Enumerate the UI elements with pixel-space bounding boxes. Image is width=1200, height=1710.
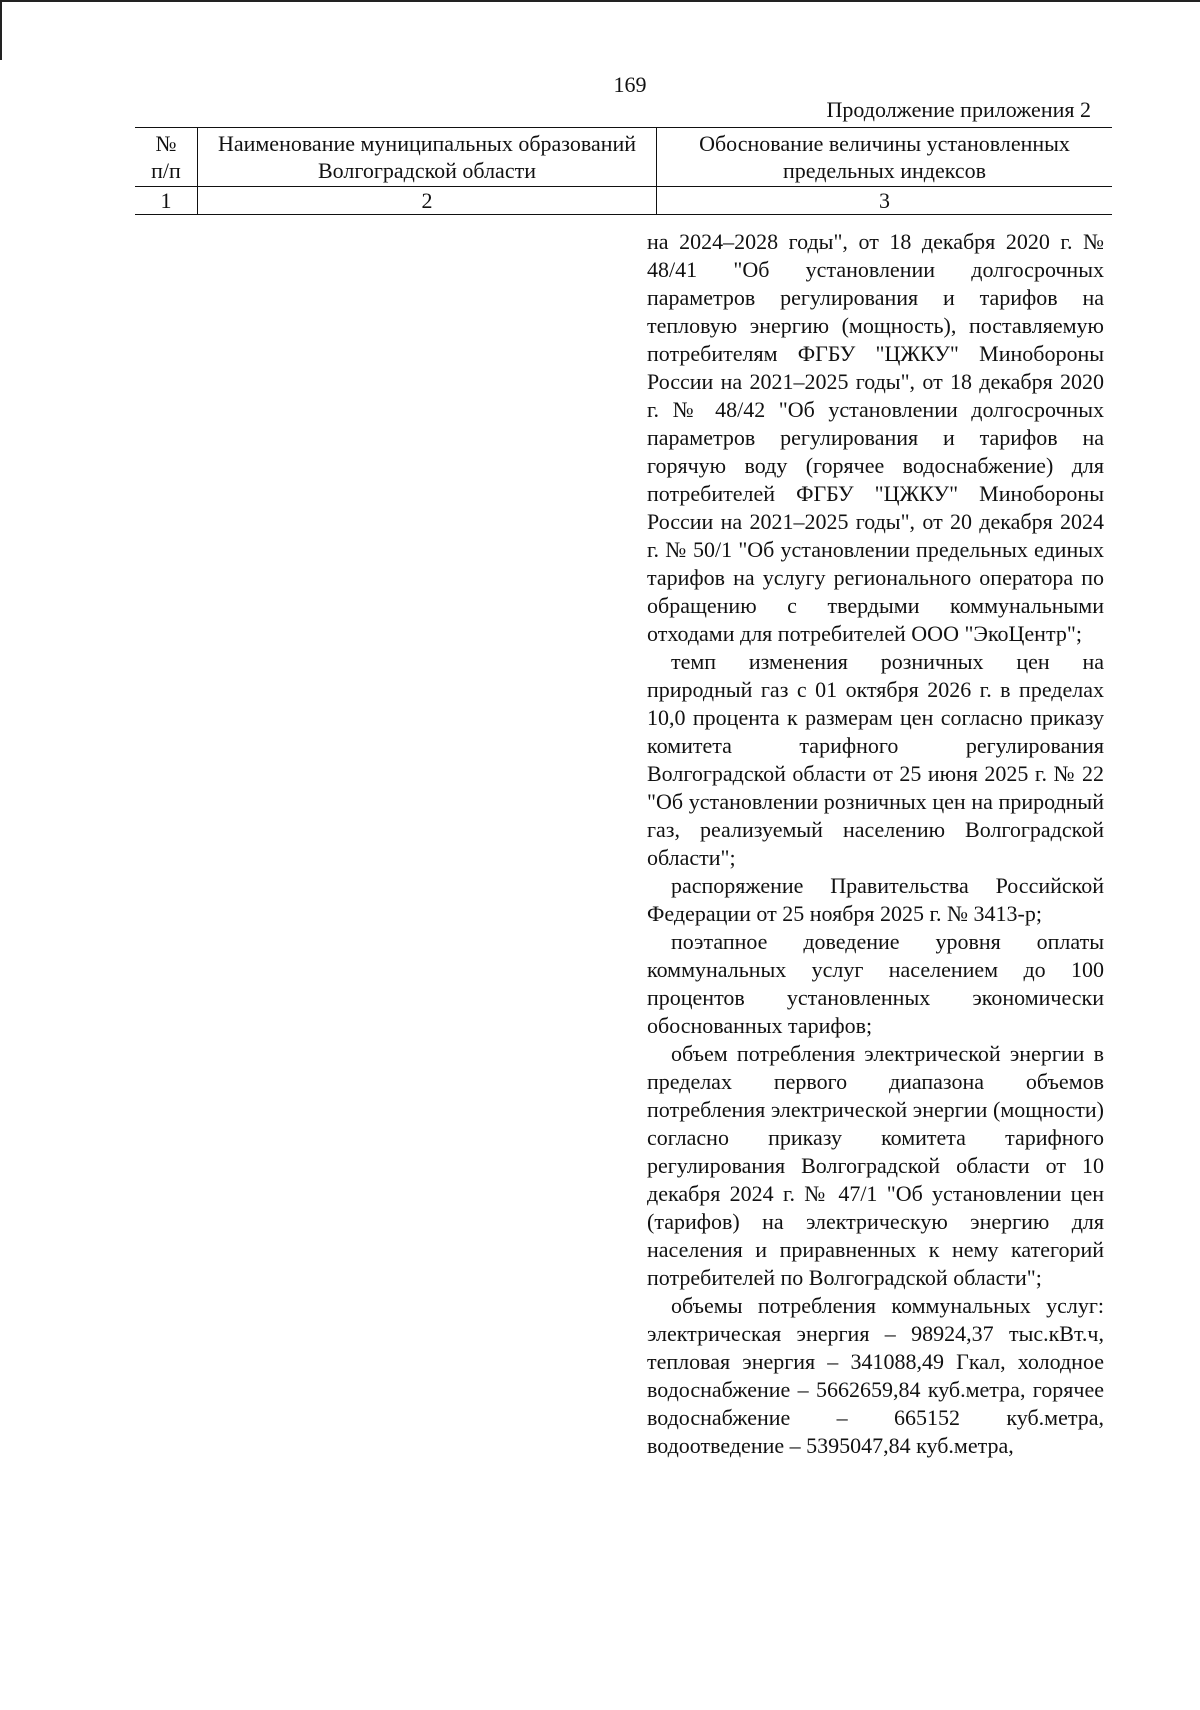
justification-text xyxy=(647,228,1104,1460)
paragraph-gas-prices: темп изменения розничных цен на природный газ с 01 октября 2026 г. в пределах 10,0 процента к размерам цен согласно приказу комитета тарифного регулирования Волгоградской области от 25 июня 2025 г. № 22 "Об установлении розничных цен на природный газ, реализуемый населению Волгоградской области"; xyxy=(647,649,1104,870)
page-top-border xyxy=(0,0,1200,2)
paragraph-utility-volumes: объемы потребления коммунальных услуг: электрическая энергия – 98924,37 тыс.кВт.ч, тепловая энергия – 341088,49 Гкал, холодное водоснабжение – 5662659,84 куб.метра, горячее водоснабжение – 665152 куб.метра, водоотведение – 5395047,84 куб.метра, xyxy=(647,1293,1104,1458)
appendix-continuation-note: Продолжение приложения 2 xyxy=(826,97,1091,122)
paragraph-payment-level: поэтапное доведение уровня оплаты коммунальных услуг населением до 100 процентов установленных экономически обоснованных тарифов; xyxy=(647,929,1104,1038)
column-header-number: № п/п xyxy=(135,128,198,187)
table-header-row xyxy=(135,128,1112,187)
paragraph-electricity-consumption: объем потребления электрической энергии в пределах первого диапазона объемов потребления электрической энергии (мощности) согласно приказу комитета тарифного регулирования Волгоградской области от 10 декабря 2024 г. № 47/1 "Об установлении цен (тарифов) на электрическую энергию для населения и приравненных к нему категорий потребителей по Волгоградской области"; xyxy=(647,1041,1104,1290)
column-number-row xyxy=(135,187,1112,215)
column-number-1: 1 xyxy=(135,187,198,215)
column-number-3: 3 xyxy=(657,187,1113,215)
paragraph-tariff-orders: на 2024–2028 годы", от 18 декабря 2020 г. № 48/41 "Об установлении долгосрочных параметров регулирования и тарифов на тепловую энергию (мощность), поставляемую потребителям ФГБУ "ЦЖКУ" Минобороны России на 2021–2025 годы", от 18 декабря 2020 г. № 48/42 "Об установлении долгосрочных параметров регулирования и тарифов на горячую воду (горячее водоснабжение) для потребителей ФГБУ "ЦЖКУ" Минобороны России на 2021–2025 годы", от 20 декабря 2024 г. № 50/1 "Об установлении предельных единых тарифов на услугу регионального оператора по обращению с твердыми коммунальными отходами для потребителей ООО "ЭкоЦентр"; xyxy=(647,229,1104,646)
column-header-justification: Обоснование величины установленных предельных индексов xyxy=(657,128,1113,187)
page-number: 169 xyxy=(613,72,647,97)
header-table xyxy=(135,127,1112,215)
paragraph-government-order: распоряжение Правительства Российской Федерации от 25 ноября 2025 г. № 3413-р; xyxy=(647,873,1104,926)
page-left-border xyxy=(0,0,2,60)
column-header-municipality: Наименование муниципальных образований Волгоградской области xyxy=(198,128,657,187)
column-number-2: 2 xyxy=(198,187,657,215)
